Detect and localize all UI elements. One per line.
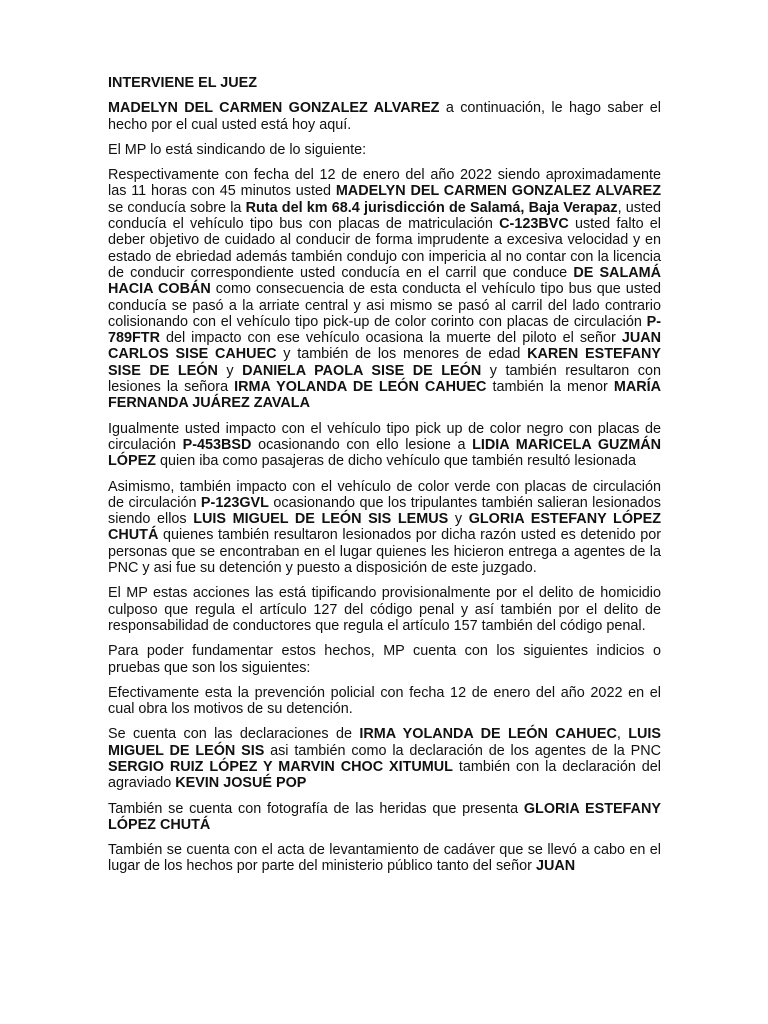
paragraph-7: Para poder fundamentar estos hechos, MP cuenta con los siguientes indicios o pruebas que son los siguientes: — [108, 643, 661, 676]
paragraph-8: Efectivamente esta la prevención policial con fecha 12 de enero del año 2022 en el cual obra los motivos de su detención. — [108, 684, 661, 718]
paragraph-2: El MP lo está sindicando de lo siguiente: — [108, 141, 367, 158]
document-page — [108, 75, 661, 884]
paragraph-1: MADELYN DEL CARMEN GONZALEZ ALVAREZ a continuación, le hago saber el hecho por el cual usted está hoy aquí. — [108, 100, 661, 133]
section-heading: INTERVIENE EL JUEZ — [108, 75, 258, 91]
paragraph-4: Igualmente usted impacto con el vehículo tipo pick up de color negro con placas de circulación P-453BSD ocasionando con ello lesione a LIDIA MARICELA GUZMÁN LÓPEZ quien iba como pasajeras de dicho vehículo que también resultó lesionada — [108, 420, 662, 470]
paragraph-11: También se cuenta con el acta de levantamiento de cadáver que se llevó a cabo en el lugar de los hechos por parte del ministerio público tanto del señor JUAN — [108, 842, 661, 875]
paragraph-3: Respectivamente con fecha del 12 de enero del año 2022 siendo aproximadamente las 11 horas con 45 minutos usted MADELYN DEL CARMEN GONZALEZ ALVAREZ se conducía sobre la Ruta del km 68.4 jurisdicción de Salamá, Baja Verapaz, usted conducía el vehículo tipo bus con placas de matriculación C-123BVC usted falto el deber objetivo de cuidado al conducir de forma imprudente a excesiva velocidad y en estado de ebriedad además también condujo con impericia al no contar con la licencia de conducir correspondiente usted conducía en el carril que conduce DE SALAMÁ HACIA COBÁN como consecuencia de esta conducta el vehículo tipo bus que usted conducía se pasó a la arriate central y asi mismo se pasó al carril del lado contrario colisionando con el vehículo tipo pick-up de color corinto con placas de circulación P-789FTR del impacto con ese vehículo ocasiona la muerte del piloto el señor JUAN CARLOS SISE CAHUEC y también de los menores de edad KAREN ESTEFANY SISE DE LEÓN y DANIELA PAOLA SISE DE LEÓN y también resultaron con lesiones la señora IRMA YOLANDA DE LEÓN CAHUEC también la menor MARÍA FERNANDA JUÁREZ ZAVALA — [108, 167, 662, 412]
paragraph-5: Asimismo, también impacto con el vehículo de color verde con placas de circulación de circulación P-123GVL ocasionando que los tripulantes también salieran lesionados siendo ellos LUIS MIGUEL DE LEÓN SIS LEMUS y GLORIA ESTEFANY LÓPEZ CHUTÁ quienes también resultaron lesionados por dicha razón usted es detenido por personas que se encontraban en el lugar quienes les hicieron entrega a agentes de la PNC y asi fue su detención y puesto a disposición de este juzgado. — [108, 478, 662, 577]
paragraph-9: Se cuenta con las declaraciones de IRMA YOLANDA DE LEÓN CAHUEC, LUIS MIGUEL DE LEÓN SIS asi también como la declaración de los agentes de la PNC SERGIO RUIZ LÓPEZ Y MARVIN CHOC XITUMUL también con la declaración del agraviado KEVIN JOSUÉ POP — [108, 726, 661, 792]
paragraph-10: También se cuenta con fotografía de las heridas que presenta GLORIA ESTEFANY LÓPEZ CHUTÁ — [108, 800, 661, 833]
paragraph-6: El MP estas acciones las está tipificando provisionalmente por el delito de homicidio culposo que regula el artículo 127 del código penal y así también por el delito de responsabilidad de conductores que regula el artículo 157 también del código penal. — [108, 585, 661, 634]
